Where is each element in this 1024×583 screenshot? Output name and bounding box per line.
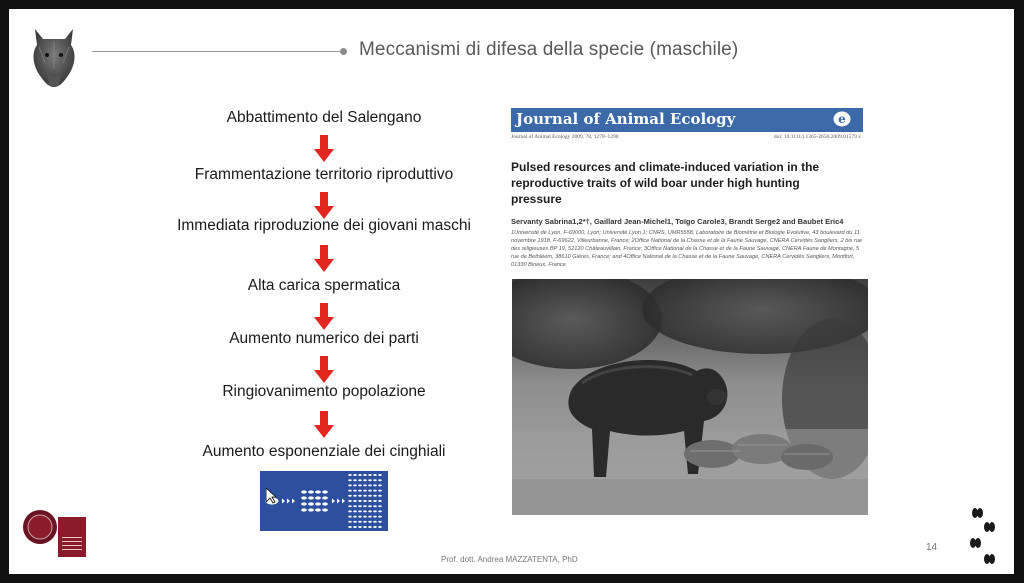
boar-crowd-icon [358,500,362,502]
boar-crowd-icon [348,521,352,523]
boar-crowd-icon [378,484,382,486]
boar-crowd-icon [358,526,362,528]
boar-crowd-icon [368,510,372,512]
boar-crowd-icon [348,500,352,502]
boar-group-icon [322,496,328,499]
boar-crowd-icon [368,479,372,481]
boar-crowd-icon [368,500,372,502]
boar-crowd-icon [373,474,377,476]
paper-title: Pulsed resources and climate-induced variation in the reproductive traits of wild boar under high hunting pressure [511,160,820,206]
boar-crowd-icon [348,484,352,486]
boar-group-icon [308,490,314,493]
boar-crowd-icon [363,521,367,523]
arrow-down-icon [312,245,336,273]
boar-crowd-icon [368,505,372,507]
paper-authors: Servanty Sabrina1,2*†, Gaillard Jean-Michel1, Toïgo Carole3, Brandt Serge2 and Baubet Eric4 [511,217,844,226]
boar-crowd-icon [373,479,377,481]
boar-crowd-icon [368,526,372,528]
boar-crowd-icon [368,474,372,476]
boar-crowd-icon [373,526,377,528]
boar-crowd-icon [358,479,362,481]
boar-group-icon [301,508,307,511]
journal-name: Journal of Animal Ecology [516,110,736,128]
arrow-down-icon [312,411,336,439]
boar-crowd-icon [358,474,362,476]
boar-crowd-icon [368,490,372,492]
boar-crowd-icon [378,474,382,476]
footprints-icon [967,507,997,567]
boar-crowd-icon [358,484,362,486]
boar-crowd-icon [368,495,372,497]
arrow-down-icon [312,303,336,331]
boar-head-icon [27,23,81,89]
boar-crowd-icon [363,516,367,518]
cursor-icon [266,488,276,504]
boar-crowd-icon [368,521,372,523]
boar-group-icon [315,490,321,493]
boar-crowd-icon [363,479,367,481]
population-growth-graphic [260,471,388,531]
boar-crowd-icon [378,510,382,512]
boar-group-icon [315,502,321,505]
boar-crowd-icon [348,479,352,481]
elsevier-icon [833,111,851,127]
step-3: Immediata riproduzione dei giovani maschi [177,217,471,234]
boar-group-icon [315,508,321,511]
boar-crowd-icon [363,510,367,512]
step-1: Abbattimento del Salengano [226,109,422,126]
citation-doi: doi: 10.1111/j.1365-2656.2009.01579.x [773,134,861,140]
university-logo [22,503,86,561]
boar-crowd-icon [358,516,362,518]
boar-crowd-icon [373,521,377,523]
boar-crowd-icon [348,516,352,518]
boar-crowd-icon [353,521,357,523]
boar-group-icon [322,508,328,511]
boar-crowd-icon [363,505,367,507]
citation-line [511,134,863,140]
citation-left: Journal of Animal Ecology 2009, 78, 1278–1290 [511,134,619,140]
boar-crowd-icon [363,474,367,476]
boar-crowd-icon [353,505,357,507]
boar-crowd-icon [363,500,367,502]
boar-crowd-icon [378,500,382,502]
step-6: Ringiovanimento popolazione [222,383,426,400]
boar-crowd-icon [358,521,362,523]
boar-crowd-icon [363,526,367,528]
boar-crowd-icon [378,516,382,518]
footer-author: Prof. dott. Andrea MAZZATENTA, PhD [441,555,578,564]
boar-crowd-icon [348,495,352,497]
boar-crowd-icon [373,510,377,512]
boar-crowd-icon [348,474,352,476]
boar-crowd-icon [358,510,362,512]
boar-crowd-icon [373,505,377,507]
boar-crowd-icon [373,484,377,486]
journal-header [511,108,863,132]
wild-boar-photo [512,279,868,515]
boar-crowd-icon [353,474,357,476]
title-bullet [340,48,347,55]
boar-crowd-icon [358,505,362,507]
boar-crowd-icon [348,526,352,528]
arrow-down-icon [312,135,336,163]
boar-crowd-icon [368,484,372,486]
paper-excerpt [511,107,869,507]
boar-crowd-icon [353,500,357,502]
boar-group-icon [322,502,328,505]
boar-crowd-icon [373,500,377,502]
boar-group-icon [301,490,307,493]
boar-crowd-icon [353,526,357,528]
boar-crowd-icon [378,495,382,497]
slide-title: Meccanismi di difesa della specie (maschile) [359,39,739,60]
boar-crowd-icon [373,495,377,497]
paper-affiliations: 1Université de Lyon, F-69000, Lyon; Université Lyon 1; CNRS, UMR5558, Laboratoire de Biométrie et Biologie Evolutive, 43 boulevard du 11 novembre 1918, F-69622, Villeurbanne, France; 2Office National de la Chasse et de la Faune Sauvage, CNERA Cervidés Sangliers, 2 bis rue des religieuses BP 19, 52120 Châteauvillain, France; 3Office National de la Chasse et de la Faune Sauvage, CNERA Faune de Montagne, 5 rue de Bethléem, 38610 Gières, France; and 4Office National de la Chasse et de la Faune Sauvage, CNERA Cervidés Sangliers, Montfort, 01330 Birieux, France [511,230,863,268]
boar-crowd-icon [353,516,357,518]
boar-group-icon [315,496,321,499]
slide [9,9,1014,574]
boar-crowd-icon [363,495,367,497]
boar-crowd-icon [373,490,377,492]
step-5: Aumento numerico dei parti [229,330,419,347]
boar-crowd-icon [378,479,382,481]
boar-group-icon [308,502,314,505]
boar-group-icon [301,502,307,505]
svg-text:e: e [838,112,846,126]
boar-crowd-icon [358,495,362,497]
boar-group-icon [322,490,328,493]
title-rule [92,51,342,52]
boar-crowd-icon [353,510,357,512]
boar-crowd-icon [378,490,382,492]
boar-crowd-icon [348,505,352,507]
boar-crowd-icon [353,495,357,497]
boar-crowd-icon [378,526,382,528]
boar-crowd-icon [378,521,382,523]
arrow-down-icon [312,356,336,384]
step-7: Aumento esponenziale dei cinghiali [202,443,446,460]
boar-crowd-icon [353,484,357,486]
boar-crowd-icon [348,510,352,512]
boar-crowd-icon [353,490,357,492]
boar-crowd-icon [358,490,362,492]
boar-crowd-icon [378,505,382,507]
boar-crowd-icon [353,479,357,481]
boar-crowd-icon [373,516,377,518]
step-4: Alta carica spermatica [247,277,401,294]
arrow-down-icon [312,192,336,220]
boar-crowd-icon [368,516,372,518]
page-number: 14 [926,542,938,553]
step-2: Frammentazione territorio riproduttivo [194,166,454,183]
boar-crowd-icon [363,490,367,492]
boar-group-icon [301,496,307,499]
boar-group-icon [308,496,314,499]
boar-crowd-icon [348,490,352,492]
boar-group-icon [308,508,314,511]
boar-crowd-icon [363,484,367,486]
